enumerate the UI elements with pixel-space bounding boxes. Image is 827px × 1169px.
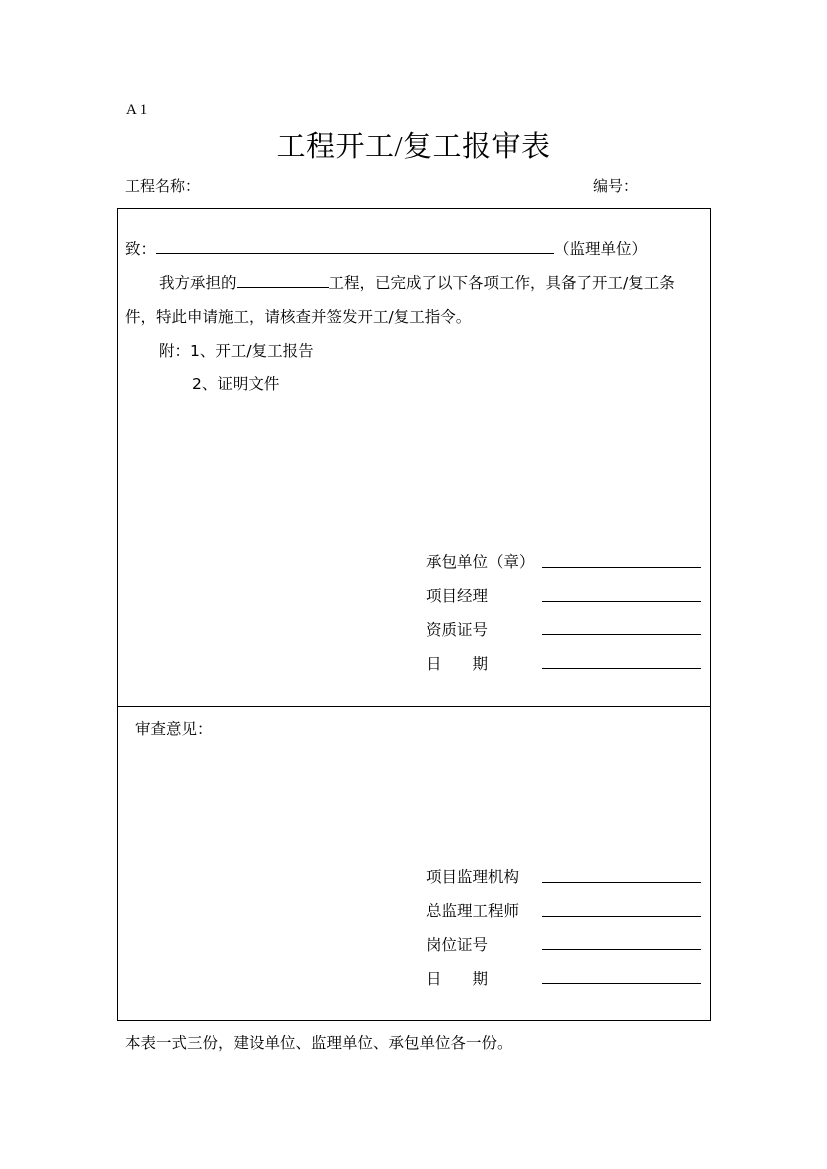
number-label: 编号： [593, 177, 639, 195]
sig-label-qualification-no: 资质证号 [426, 621, 489, 639]
attachment-label: 附： [159, 342, 191, 360]
supervisor-unit-field[interactable] [156, 239, 554, 254]
review-opinion-label: 审查意见： [135, 720, 213, 738]
sig-line-post-cert-no[interactable] [542, 949, 701, 950]
sig-label-chief-engineer: 总监理工程师 [426, 902, 520, 920]
declaration-line-1 [159, 271, 675, 293]
sig-label-review-date: 日 期 [426, 970, 489, 988]
para-prefix: 我方承担的 [159, 274, 237, 292]
sig-label-supervision-org: 项目监理机构 [426, 868, 520, 886]
page-title: 工程开工/复工报审表 [276, 131, 551, 163]
to-suffix: （监理单位） [554, 240, 648, 258]
project-name-label: 工程名称： [125, 177, 201, 195]
review-section [117, 705, 711, 1021]
sig-line-qualification-no[interactable] [542, 634, 701, 635]
attachment-item: 1、开工/复工报告 [190, 342, 314, 360]
sig-label-post-cert-no: 岗位证号 [426, 936, 489, 954]
sig-line-supervision-org[interactable] [542, 882, 701, 883]
sig-label-project-manager: 项目经理 [426, 587, 489, 605]
project-field[interactable] [237, 273, 329, 288]
attachment-row-1 [159, 339, 314, 361]
para-suffix: 工程，已完成了以下各项工作，具备了开工/复工条 [328, 274, 675, 292]
sig-line-date[interactable] [542, 668, 701, 669]
sig-line-contractor[interactable] [542, 567, 701, 568]
sig-line-review-date[interactable] [542, 983, 701, 984]
recipient-row [125, 237, 647, 259]
sig-label-contractor: 承包单位（章） [426, 553, 535, 571]
attachment-item: 2、证明文件 [192, 375, 280, 393]
sig-line-project-manager[interactable] [542, 601, 701, 602]
form-code: A 1 [126, 102, 148, 118]
footer-note: 本表一式三份，建设单位、监理单位、承包单位各一份。 [125, 1034, 513, 1052]
to-label: 致： [125, 240, 157, 258]
declaration-line-2: 件，特此申请施工，请核查并签发开工/复工指令。 [125, 308, 472, 326]
sig-label-date: 日 期 [426, 655, 489, 673]
sig-line-chief-engineer[interactable] [542, 916, 701, 917]
